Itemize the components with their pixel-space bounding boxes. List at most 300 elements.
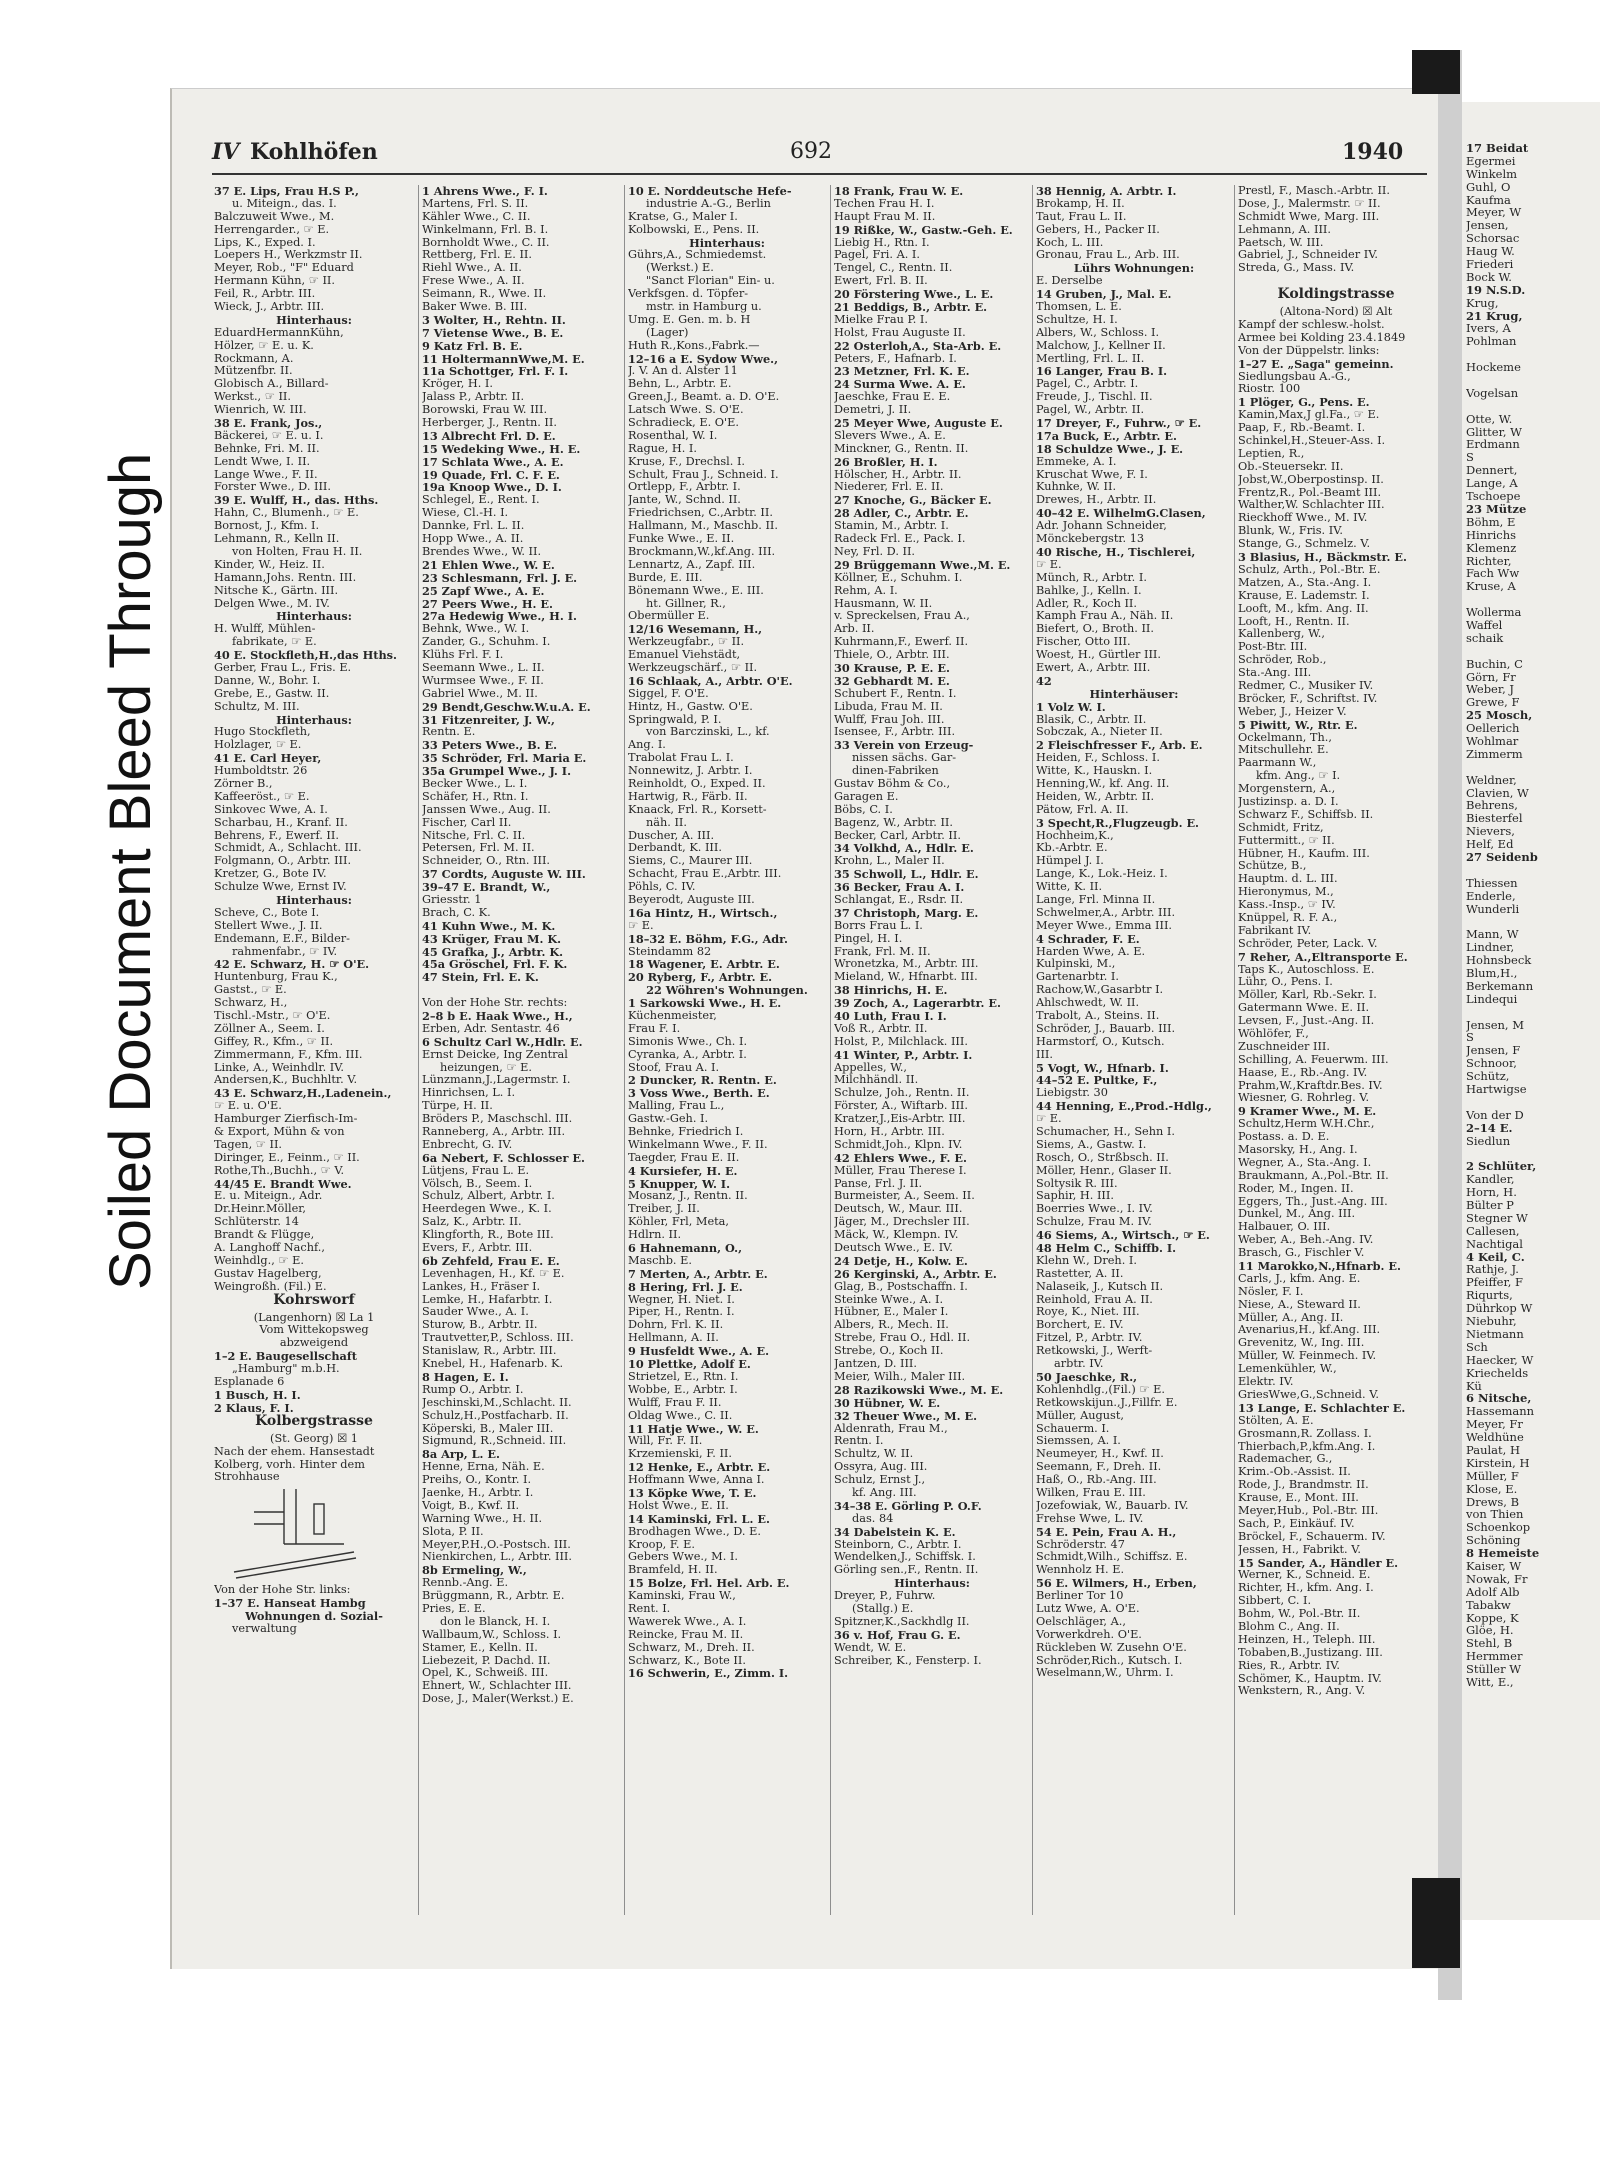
resident-entry: Jante, W., Schnd. II. xyxy=(628,493,741,507)
resident-entry: 1–37 E. Hanseat Hambg xyxy=(214,1596,366,1611)
resident-entry: Sauder Wwe., A. I. xyxy=(422,1305,529,1319)
resident-entry: Heerdegen Wwe., K. I. xyxy=(422,1202,552,1216)
resident-entry: 6a Nebert, F. Schlosser E. xyxy=(422,1150,585,1165)
adjacent-entry: Haug W. xyxy=(1466,244,1515,259)
resident-entry: don le Blanck, H. I. xyxy=(440,1614,551,1628)
resident-entry: Knaack, Frl. R., Korsett- xyxy=(628,802,767,816)
resident-entry: 8a Arp, L. E. xyxy=(422,1447,500,1462)
adjacent-entry: Hohnsbeck xyxy=(1466,953,1532,968)
resident-entry: Liebig H., Rtn. I. xyxy=(834,235,930,249)
resident-entry: Hauptm. d. L. III. xyxy=(1238,872,1338,886)
resident-entry: Paetsch, W. III. xyxy=(1238,235,1324,249)
resident-entry: Blohm C., Ang. II. xyxy=(1238,1619,1340,1633)
resident-entry: Isensee, F., Arbtr. III. xyxy=(834,725,956,739)
resident-entry: Enbrecht, G. IV. xyxy=(422,1137,513,1151)
resident-entry: 18–32 E. Böhm, F.G., Adr. xyxy=(628,931,788,946)
resident-entry: Behnke, Fri. M. II. xyxy=(214,441,320,455)
resident-entry: Hamburger Zierfisch-Im- xyxy=(214,1112,358,1126)
resident-entry: Dannke, Frl. L. II. xyxy=(422,519,525,533)
resident-entry: Gustav Böhm & Co., xyxy=(834,776,951,790)
adjacent-entry: Kandler, xyxy=(1466,1172,1515,1187)
resident-entry: Rosenthal, W. I. xyxy=(628,428,718,442)
resident-entry: Kähler Wwe., C. II. xyxy=(422,209,531,223)
resident-entry: Stamin, M., Arbtr. I. xyxy=(834,519,949,533)
resident-entry: Bohm, W., Pol.-Btr. II. xyxy=(1238,1607,1361,1621)
resident-entry: 2 Klaus, F. I. xyxy=(214,1400,294,1415)
resident-entry: 18 Wagener, E. Arbtr. E. xyxy=(628,957,780,972)
resident-entry: Janssen Wwe., Aug. II. xyxy=(422,802,551,816)
resident-entry: Von der Düppelstr. links: xyxy=(1238,343,1380,357)
resident-entry: E. u. Miteign., Adr. xyxy=(214,1189,323,1203)
resident-entry: (Lager) xyxy=(646,325,689,339)
resident-entry: Riehl Wwe., A. II. xyxy=(422,261,522,275)
resident-entry: Görling sen.,F., Rentn. II. xyxy=(834,1563,979,1577)
resident-entry: Mosanz, J., Rentn. II. xyxy=(628,1189,748,1203)
resident-entry: Hölzer, ☞ E. u. K. xyxy=(214,338,314,352)
adjacent-entry: Görn, Fr xyxy=(1466,669,1516,684)
adjacent-entry: Richter, xyxy=(1466,553,1512,568)
column-2 xyxy=(422,185,620,1925)
adjacent-entry: Enderle, xyxy=(1466,888,1516,903)
year: 1940 xyxy=(1342,139,1404,165)
resident-entry: Fitzel, P., Arbtr. IV. xyxy=(1036,1331,1143,1345)
resident-entry: 18 Frank, Frau W. E. xyxy=(834,185,964,198)
resident-entry: Harmstorf, O., Kutsch. xyxy=(1036,1034,1165,1048)
column-4 xyxy=(834,185,1030,1925)
resident-entry: 42 Ehlers Wwe., F. E. xyxy=(834,1150,967,1165)
resident-entry: Wilken, Frau E. III. xyxy=(1036,1485,1146,1499)
resident-entry: Klehn W., Dreh. I. xyxy=(1036,1253,1137,1267)
resident-entry: Dose, J., Malermstr. ☞ II. xyxy=(1238,196,1381,210)
resident-entry: 25 Zapf Wwe., A. E. xyxy=(422,583,545,598)
resident-entry: 15 Bolze, Frl. Hel. Arb. E. xyxy=(628,1576,790,1591)
resident-entry: Seemann Wwe., L. II. xyxy=(422,660,545,674)
resident-entry: Forster Wwe., D. III. xyxy=(214,480,331,494)
resident-entry: Rehm, A. I. xyxy=(834,583,898,597)
resident-entry: Niederer, Frl. E. II. xyxy=(834,480,944,494)
resident-entry: Harden Wwe, A. E. xyxy=(1036,944,1146,958)
resident-entry: Schreiber, K., Fensterp. I. xyxy=(834,1653,982,1667)
resident-entry: Schulz, Arth., Pol.-Btr. E. xyxy=(1238,562,1381,576)
adjacent-entry: 6 Nitsche, xyxy=(1466,1391,1532,1406)
resident-entry: Trabolt, A., Steins. II. xyxy=(1036,1009,1160,1022)
resident-entry: 12 Henke, E., Arbtr. E. xyxy=(628,1460,771,1475)
resident-entry: Behn, L., Arbtr. E. xyxy=(628,377,732,391)
resident-entry: verwaltung xyxy=(232,1621,297,1635)
resident-entry: Krim.-Ob.-Assist. II. xyxy=(1238,1465,1351,1479)
resident-entry: Weber, J., Heizer V. xyxy=(1238,704,1347,718)
resident-entry: Hermann Kühn, ☞ II. xyxy=(214,274,335,288)
resident-entry: Rosch, O., Strßbsch. II. xyxy=(1036,1150,1169,1164)
resident-entry: Scheve, C., Bote I. xyxy=(214,905,320,919)
resident-entry: Adr. Johann Schneider, xyxy=(1036,519,1167,533)
resident-entry: Stellert Wwe., J. II. xyxy=(214,918,323,932)
resident-entry: Heinzen, H., Teleph. III. xyxy=(1238,1632,1376,1646)
resident-entry: Kruschat Wwe, F. I. xyxy=(1036,467,1148,481)
resident-entry: Slota, P. II. xyxy=(422,1524,484,1538)
adjacent-entry: Grewe, F xyxy=(1466,695,1520,710)
resident-entry: Balczuweit Wwe., M. xyxy=(214,209,335,223)
resident-entry: Lemenkühler, W., xyxy=(1238,1362,1337,1376)
resident-entry: Brendes Wwe., W. II. xyxy=(422,544,542,558)
resident-entry: Lankes, H., Fräser I. xyxy=(422,1279,541,1293)
resident-entry: Huth R.,Kons.,Fabrk.— xyxy=(628,338,760,352)
resident-entry: Behrens, F., Ewerf. II. xyxy=(214,828,339,842)
resident-entry: 43 Krüger, Frau M. K. xyxy=(422,931,562,946)
resident-entry: Duscher, A. III. xyxy=(628,828,715,842)
resident-entry: Heiden, F., Schloss. I. xyxy=(1036,751,1160,765)
resident-entry: Schultz, W. II. xyxy=(834,1447,914,1461)
resident-entry: 40 Luth, Frau I. I. xyxy=(834,1009,947,1023)
resident-entry: Bornholdt Wwe., C. II. xyxy=(422,235,550,249)
street-heading: Koldingstrasse xyxy=(1277,286,1395,303)
binding-gutter xyxy=(1438,50,1462,2000)
resident-entry: Krzemienski, F. II. xyxy=(628,1447,732,1461)
adjacent-entry: Klemenz xyxy=(1466,540,1517,555)
adjacent-entry: Niebuhr, xyxy=(1466,1314,1517,1329)
resident-entry: Rentn. E. xyxy=(422,725,476,739)
resident-entry: 29 Brüggemann Wwe.,M. E. xyxy=(834,557,1011,572)
adjacent-entry: schaik xyxy=(1466,630,1504,645)
resident-entry: Wöhlöfer, F., xyxy=(1238,1027,1309,1040)
resident-entry: Schulze, Joh., Rentn. II. xyxy=(834,1086,970,1100)
resident-entry: Boerries Wwe., I. IV. xyxy=(1036,1202,1153,1216)
adjacent-entry: Callesen, xyxy=(1466,1223,1520,1238)
resident-entry: 35 Schröder, Frl. Maria E. xyxy=(422,751,587,766)
resident-entry: Kolbowski, E., Pens. II. xyxy=(628,222,760,236)
resident-entry: rahmenfabr., ☞ IV. xyxy=(232,944,338,958)
resident-entry: Lütjens, Frau L. E. xyxy=(422,1163,530,1177)
resident-entry: Rent. I. xyxy=(628,1601,671,1615)
resident-entry: 38 Hinrichs, H. E. xyxy=(834,983,948,998)
street-range-title: Kohlhöfen xyxy=(250,139,378,165)
resident-entry: Gabriel Wwe., M. II. xyxy=(422,686,538,700)
resident-entry: 35 Schwoll, L., Hdlr. E. xyxy=(834,867,979,882)
resident-entry: Ewert, A., Arbtr. III. xyxy=(1036,660,1151,674)
resident-entry: 18 Schuldze Wwe., J. E. xyxy=(1036,441,1184,456)
resident-entry: Koch, L. III. xyxy=(1036,235,1104,249)
section-heading: Hinterhaus: xyxy=(276,312,352,327)
adjacent-page-text xyxy=(1466,142,1596,1689)
resident-entry: Heiden, W., Arbtr. II. xyxy=(1036,789,1155,803)
section-heading: Hinterhäuser: xyxy=(1089,686,1179,701)
adjacent-entry: Jensen, xyxy=(1466,218,1509,233)
resident-entry: Niese, A., Steward II. xyxy=(1238,1297,1361,1311)
resident-entry: Schröder, Rob., xyxy=(1238,653,1327,667)
resident-entry: von Barczinski, L., kf. xyxy=(646,725,770,739)
resident-entry: Kuhrmann,F., Ewerf. II. xyxy=(834,635,969,649)
resident-entry: Ranneberg, A., Arbtr. III. xyxy=(422,1125,566,1139)
column-5 xyxy=(1036,185,1232,1925)
resident-entry: Zuschneider III. xyxy=(1238,1039,1330,1053)
resident-entry: 42 E. Schwarz, H. ☞ O'E. xyxy=(214,957,370,972)
resident-entry: 5 Piwitt, W., Rtr. E. xyxy=(1238,717,1358,732)
resident-entry: Grebe, E., Gastw. II. xyxy=(214,686,330,700)
resident-entry: Appelles, W., xyxy=(834,1060,908,1074)
resident-entry: Lutz Wwe, A. O'E. xyxy=(1036,1601,1140,1615)
adjacent-entry: Glöe, H. xyxy=(1466,1623,1514,1638)
resident-entry: Holst Wwe., E. II. xyxy=(628,1498,729,1512)
resident-entry: Wurmsee Wwe., F. II. xyxy=(422,673,544,687)
resident-entry: Emmeke, A. I. xyxy=(1036,454,1117,468)
resident-entry: Gabriel, J., Schneider IV. xyxy=(1238,248,1378,262)
resident-entry: 11 HoltermannWwe,M. E. xyxy=(422,351,585,366)
resident-entry: 30 Krause, P. E. E. xyxy=(834,660,950,675)
resident-entry: Zander, G., Schuhm. I. xyxy=(422,635,551,649)
adjacent-entry: Horn, H. xyxy=(1466,1185,1517,1200)
resident-entry: Rachow,W.,Gasarbtr I. xyxy=(1036,983,1164,997)
resident-entry: Wulff, Frau F. II. xyxy=(628,1395,722,1409)
resident-entry: Levsen, F., Just.-Ang. II. xyxy=(1238,1014,1375,1028)
resident-entry: 4 Schrader, F. E. xyxy=(1036,931,1140,946)
resident-entry: Schröder, Peter, Lack. V. xyxy=(1238,936,1378,950)
resident-entry: Schröder, J., Bauarb. III. xyxy=(1036,1021,1176,1035)
resident-entry: 32 Gebhardt M. E. xyxy=(834,673,950,688)
adjacent-entry: Schnoor, xyxy=(1466,1056,1517,1071)
resident-entry: Humboldtstr. 26 xyxy=(214,764,308,778)
resident-entry: Liebezeit, P. Dachd. II. xyxy=(422,1653,551,1667)
resident-entry: Beyerodt, Auguste III. xyxy=(628,892,755,906)
adjacent-entry: 2–14 E. xyxy=(1466,1120,1513,1135)
resident-entry: Kamin,Max,J gl.Fa., ☞ E. xyxy=(1238,408,1380,422)
adjacent-entry: 2 Schlüter, xyxy=(1466,1159,1537,1174)
resident-entry: Freude, J., Tischl. II. xyxy=(1036,390,1153,404)
section-heading: Hinterhaus: xyxy=(276,609,352,624)
resident-entry: Borchert, E. IV. xyxy=(1036,1318,1124,1332)
resident-entry: 27 Knoche, G., Bäcker E. xyxy=(834,493,992,508)
resident-entry: 27a Hedewig Wwe., H. I. xyxy=(422,609,577,624)
resident-entry: Radeck Frl. E., Pack. I. xyxy=(834,532,966,546)
resident-entry: Becker Wwe., L. I. xyxy=(422,776,528,790)
resident-entry: Panse, Frl. J. II. xyxy=(834,1176,923,1190)
resident-entry: 28 Adler, C., Arbtr. E. xyxy=(834,506,969,521)
resident-entry: Friedrichsen, C.,Arbtr. II. xyxy=(628,506,773,520)
adjacent-entry: Dührkop W xyxy=(1466,1301,1533,1316)
resident-entry: Burde, E. III. xyxy=(628,570,703,584)
resident-entry: Jozefowiak, W., Bauarb. IV. xyxy=(1036,1498,1189,1512)
resident-entry: 1–2 E. Baugesellschaft xyxy=(214,1349,357,1364)
resident-entry: Rückleben W. Zusehn O'E. xyxy=(1036,1640,1187,1654)
resident-entry: Hallmann, M., Maschb. II. xyxy=(628,519,778,533)
adjacent-entry: S xyxy=(1466,1030,1474,1045)
adjacent-entry: Schöning xyxy=(1466,1533,1521,1548)
resident-entry: Winkelmann Wwe., F. II. xyxy=(628,1137,768,1151)
resident-entry: Bröckel, F., Schauerm. IV. xyxy=(1238,1529,1386,1543)
resident-entry: Schröderstr. 47 xyxy=(1036,1537,1125,1551)
resident-entry: Rennb.-Ang. E. xyxy=(422,1576,509,1590)
resident-entry: Redmer, C., Musiker IV. xyxy=(1238,678,1374,692)
resident-entry: & Export, Mühn & von xyxy=(214,1125,345,1139)
column-1 xyxy=(214,185,414,1925)
resident-entry: Von der Hohe Str. rechts: xyxy=(422,996,568,1010)
resident-entry: Schröder,Rich., Kutsch. I. xyxy=(1036,1653,1183,1667)
resident-entry: Demetri, J. II. xyxy=(834,403,912,417)
resident-entry: 40–42 E. WilhelmG.Clasen, xyxy=(1036,506,1206,521)
adjacent-entry: Weldner, xyxy=(1466,772,1517,787)
resident-entry: 50 Jaeschke, R., xyxy=(1036,1369,1138,1384)
resident-entry: Scharbau, H., Kranf. II. xyxy=(214,815,348,829)
resident-entry: Horn, H., Arbtr. III. xyxy=(834,1125,945,1139)
adjacent-entry: S xyxy=(1466,450,1474,465)
resident-entry: Oldag Wwe., C. II. xyxy=(628,1408,733,1422)
resident-entry: Looft, H., Rentn. II. xyxy=(1238,614,1350,628)
resident-entry: Umg. E. Gen. m. b. H xyxy=(628,312,751,326)
adjacent-entry: Kaufma xyxy=(1466,192,1511,207)
resident-entry: Meyer,P.H.,O.-Postsch. III. xyxy=(422,1537,571,1551)
resident-entry: Sinkovec Wwe, A. I. xyxy=(214,802,328,816)
adjacent-entry: Fach Ww xyxy=(1466,566,1520,581)
resident-entry: Gebers Wwe., M. I. xyxy=(628,1550,738,1564)
resident-entry: 2 Duncker, R. Rentn. E. xyxy=(628,1073,777,1088)
resident-entry: Rode, J., Brandmstr. II. xyxy=(1238,1478,1369,1492)
resident-entry: Kinder, W., Heiz. II. xyxy=(214,557,325,571)
resident-entry: 1 Busch, H. I. xyxy=(214,1387,301,1402)
adjacent-entry: Pfeiffer, F xyxy=(1466,1275,1523,1290)
resident-entry: 3 Wolter, H., Rehtn. II. xyxy=(422,312,566,327)
resident-entry: u. Miteign., das. I. xyxy=(232,196,337,210)
adjacent-entry: Blum,H., xyxy=(1466,966,1518,980)
resident-entry: Jobst,W.,Oberpostinsp. II. xyxy=(1238,472,1384,486)
resident-entry: Thomsen, L. E. xyxy=(1036,300,1122,314)
adjacent-entry: Haecker, W xyxy=(1466,1352,1534,1367)
adjacent-entry: Friederi xyxy=(1466,257,1514,272)
resident-entry: das. 84 xyxy=(852,1511,894,1525)
adjacent-entry: Hockeme xyxy=(1466,360,1521,375)
resident-entry: Dose, J., Maler(Werkst.) E. xyxy=(422,1692,574,1706)
resident-entry: 14 Kaminski, Frl. L. E. xyxy=(628,1511,770,1526)
adjacent-entry: Adolf Alb xyxy=(1466,1584,1520,1599)
resident-entry: 37 Cordts, Auguste W. III. xyxy=(422,867,586,882)
resident-entry: 16 Langer, Frau B. I. xyxy=(1036,364,1168,379)
resident-entry: Obermüller E. xyxy=(628,609,710,623)
resident-entry: Dr.Heinr.Möller, xyxy=(214,1202,307,1216)
resident-entry: Fabrikant IV. xyxy=(1238,923,1312,937)
resident-entry: Springwald, P. I. xyxy=(628,712,722,726)
adjacent-entry xyxy=(1466,864,1596,877)
resident-entry: Müller, A., Ang. II. xyxy=(1238,1310,1344,1324)
adjacent-entry: Winkelm xyxy=(1466,166,1518,181)
resident-entry: Bäckerei, ☞ E. u. I. xyxy=(214,428,324,442)
adjacent-entry: Stegner W xyxy=(1466,1210,1528,1225)
resident-entry: 2 Fleischfresser F., Arb. E. xyxy=(1036,738,1203,753)
adjacent-page-edge xyxy=(1462,102,1600,1920)
resident-entry: Meyer,Hub., Pol.-Btr. III. xyxy=(1238,1503,1379,1517)
resident-entry: näh. II. xyxy=(646,815,687,829)
resident-entry: Salz, K., Arbtr. II. xyxy=(422,1215,522,1229)
adjacent-entry: Erdmann xyxy=(1466,437,1520,452)
resident-entry: Preihs, O., Kontr. I. xyxy=(422,1473,532,1487)
adjacent-entry: Lindequi xyxy=(1466,991,1518,1006)
resident-entry: kf. Ang. III. xyxy=(852,1485,917,1499)
resident-entry: Hausmann, W. II. xyxy=(834,596,933,610)
resident-entry: Petersen, Frl. M. II. xyxy=(422,841,535,855)
resident-entry: Giffey, R., Kfm., ☞ II. xyxy=(214,1034,334,1048)
resident-entry: Wenkstern, R., Ang. V. xyxy=(1238,1684,1366,1698)
resident-entry: Nösler, F. I. xyxy=(1238,1284,1304,1298)
resident-entry: Stanislaw, R., Arbtr. III. xyxy=(422,1344,557,1358)
adjacent-entry: Stüller W xyxy=(1466,1662,1522,1677)
resident-entry: E. Derselbe xyxy=(1036,274,1103,288)
resident-entry: Folgmann, O., Arbtr. III. xyxy=(214,854,352,868)
resident-entry: Kb.-Arbtr. E. xyxy=(1036,841,1108,855)
resident-entry: Loepers H., Werkzmstr II. xyxy=(214,248,363,262)
adjacent-entry: Egermei xyxy=(1466,153,1516,168)
resident-entry: Gebers, H., Packer II. xyxy=(1036,222,1160,236)
resident-entry: Pagel, C., Arbtr. I. xyxy=(1036,377,1139,391)
resident-entry: Gührs,A., Schmiedemst. xyxy=(628,248,767,262)
adjacent-entry: Nachtigal xyxy=(1466,1236,1523,1251)
resident-entry: Dreyer, P., Fuhrw. xyxy=(834,1589,936,1603)
resident-entry: 34–38 E. Görling P. O.F. xyxy=(834,1498,982,1513)
resident-entry: Kratse, G., Maler I. xyxy=(628,209,738,223)
resident-entry: Meyer, Rob., "F" Eduard xyxy=(214,261,354,275)
column-divider xyxy=(1234,185,1235,1915)
resident-entry: Meier, Wilh., Maler III. xyxy=(834,1369,966,1383)
resident-entry: Schauerm. I. xyxy=(1036,1421,1110,1435)
resident-entry: Drewes, H., Arbtr. II. xyxy=(1036,493,1157,507)
resident-entry: Tobaben,B.,Justizang. III. xyxy=(1238,1645,1383,1659)
adjacent-entry: Böhm, E xyxy=(1466,514,1516,529)
resident-entry: Böbs, C. I. xyxy=(834,802,893,816)
adjacent-entry: 25 Mosch, xyxy=(1466,708,1533,723)
resident-entry: Brokamp, H. II. xyxy=(1036,196,1125,210)
resident-entry: Roder, M., Ingen. II. xyxy=(1238,1181,1354,1195)
resident-entry: Völsch, B., Seem. I. xyxy=(422,1176,533,1190)
resident-entry: Knebel, H., Hafenarb. K. xyxy=(422,1357,564,1371)
resident-entry: Trabolat Frau L. I. xyxy=(628,751,734,765)
adjacent-entry: Pohlman xyxy=(1466,334,1517,349)
adjacent-entry: Wollerma xyxy=(1466,605,1522,620)
resident-entry: 17 Schlata Wwe., A. E. xyxy=(422,454,564,469)
resident-entry: Ob.-Steuersekr. II. xyxy=(1238,459,1344,473)
resident-entry: Lehmann, R., Kelln II. xyxy=(214,532,340,546)
resident-entry: Arb. II. xyxy=(834,622,875,636)
resident-entry: Kohlenhdlg.,(Fil.) ☞ E. xyxy=(1036,1382,1165,1396)
resident-entry: Wendt, W. E. xyxy=(834,1640,907,1654)
resident-entry: Prahm,W.,Kraftdr.Bes. IV. xyxy=(1238,1078,1383,1092)
resident-entry: Borrs Frau L. I. xyxy=(834,918,923,932)
resident-entry: Kass.-Insp., ☞ IV. xyxy=(1238,898,1336,912)
column-divider xyxy=(1032,185,1033,1915)
resident-entry: Türpe, H. II. xyxy=(422,1099,493,1113)
resident-entry: Siems, C., Maurer III. xyxy=(628,854,753,868)
adjacent-entry: Wunderli xyxy=(1466,901,1520,916)
adjacent-entry: 23 Mütze xyxy=(1466,501,1527,516)
street-note: (Altona-Nord) ☒ Alt xyxy=(1279,305,1393,319)
adjacent-entry: Drews, B xyxy=(1466,1494,1520,1509)
resident-entry: Nonnewitz, J. Arbtr. I. xyxy=(628,764,753,778)
resident-entry: Pries, E. E. xyxy=(422,1601,486,1615)
resident-entry: 19 Quade, Frl. C. F. E. xyxy=(422,467,560,482)
street-map-svg xyxy=(214,1484,404,1584)
section-heading: Wohnungen d. Sozial- xyxy=(245,1609,383,1624)
resident-entry: Dunkel, M., Ang. III. xyxy=(1238,1207,1356,1221)
resident-entry: Paap, F., Rb.-Beamt. I. xyxy=(1238,421,1366,435)
resident-entry: Wronetzka, M., Arbtr. III. xyxy=(834,957,979,971)
resident-entry: Zimmermann, F., Kfm. III. xyxy=(214,1047,363,1061)
resident-entry: 21 Beddigs, B., Arbtr. E. xyxy=(834,300,988,315)
resident-entry: Klühs Frl. F. I. xyxy=(422,648,504,662)
resident-entry: Hoffmann Wwe, Anna I. xyxy=(628,1473,765,1487)
page-number: 692 xyxy=(790,139,832,164)
resident-entry: Siemssen, A. I. xyxy=(1036,1434,1121,1448)
resident-entry: Griesstr. 1 xyxy=(422,892,482,906)
resident-entry: Borowski, Frau W. III. xyxy=(422,403,548,417)
adjacent-entry xyxy=(1466,761,1596,774)
resident-entry: Simonis Wwe., Ch. I. xyxy=(628,1034,748,1048)
page-header xyxy=(212,139,1432,169)
resident-entry: Wegner, H. Niet. I. xyxy=(628,1292,735,1306)
